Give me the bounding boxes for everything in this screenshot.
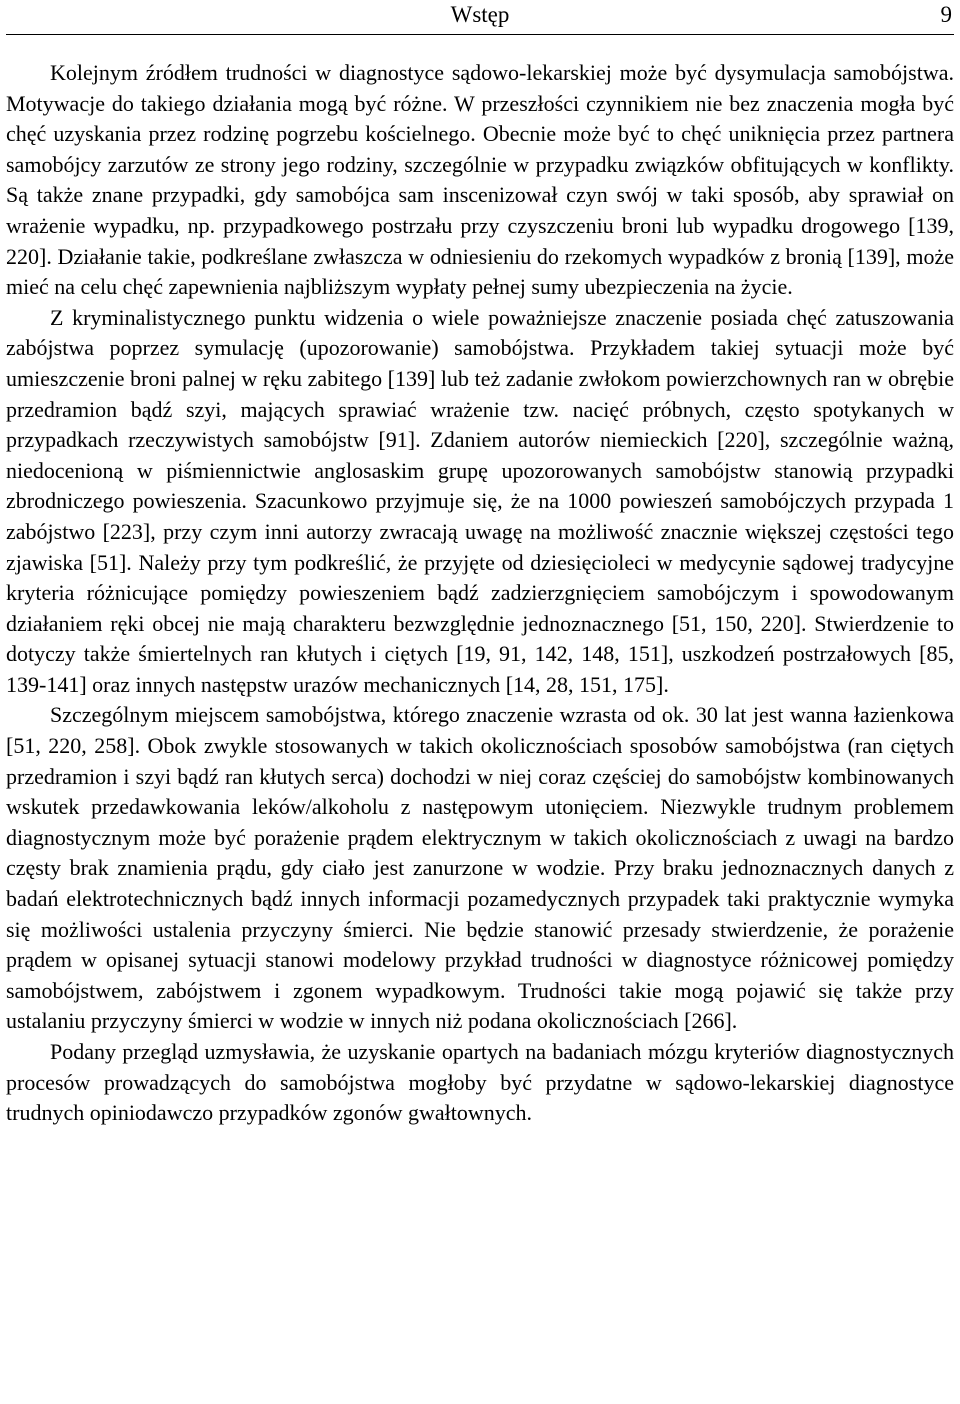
paragraph: Podany przegląd uzmysławia, że uzyskanie opartych na badaniach mózgu kryteriów diagnostycznych procesów prowadzących do samobójstwa mogłoby być przydatne w sądowo-lekarskiej diagnostyce trudnych opiniodawczo przypadków zgonów gwałtownych. (6, 1039, 954, 1126)
page-header (6, 0, 954, 35)
paragraph: Kolejnym źródłem trudności w diagnostyce sądowo-lekarskiej może być dysymulacja samobójstwa. Motywacje do takiego działania mogą być różne. W przeszłości czynnikiem nie bez znaczenia mogła być chęć uzyskania przez rodzinę pogrzebu kościelnego. Obecnie może być to chęć uniknięcia przez partnera samobójcy zarzutów ze strony jego rodziny, szczególnie w przypadku związków obfitujących w konflikty. Są także znane przypadki, gdy samobójca sam inscenizował czyn swój w taki sposób, aby sprawiał on wrażenie wypadku, np. przypadkowego postrzału przy czyszczeniu broni lub wypadku drogowego [139, 220]. Działanie takie, podkreślane zwłaszcza w odniesieniu do rzekomych wypadków z bronią [139], może mieć na celu chęć zapewnienia najbliższym wypłaty pełnej sumy ubezpieczenia na życie. (6, 60, 954, 300)
paragraph: Z kryminalistycznego punktu widzenia o wiele poważniejsze znaczenie posiada chęć zatuszowania zabójstwa poprzez symulację (upozorowanie) samobójstwa. Przykładem takiej sytuacji może być umieszczenie broni palnej w ręku zabitego [139] lub też zadanie zwłokom powierzchownych ran w obrębie przedramion bądź szyi, mających sprawiać wrażenie tzw. nacięć próbnych, często spotykanych w przypadkach rzeczywistych samobójstw [91]. Zdaniem autorów niemieckich [220], szczególnie ważną, niedocenioną w piśmiennictwie anglosaskim grupę upozorowanych samobójstw stanowią przypadki zbrodniczego powieszenia. Szacunkowo przyjmuje się, że na 1000 powieszeń samobójczych przypada 1 zabójstwo [223], przy czym inni autorzy zwracają uwagę na możliwość znacznie większej częstości tego zjawiska [51]. Należy przy tym podkreślić, że przyjęte od dziesięcioleci w medycynie sądowej tradycyjne kryteria różnicujące pomiędzy powieszeniem bądź zadzierzgnięciem samobójczym i spowodowanym działaniem ręki obcej nie mają charakteru bezwzględnie jednoznacznego [51, 150, 220]. Stwierdzenie to dotyczy także śmiertelnych ran kłutych i ciętych [19, 91, 142, 148, 151], uszkodzeń postrzałowych [85, 139-141] oraz innych następstw urazów mechanicznych [14, 28, 151, 175]. (6, 304, 954, 697)
page-number: 9 (940, 2, 952, 27)
paragraph: Szczególnym miejscem samobójstwa, którego znaczenie wzrasta od ok. 30 lat jest wanna łazienkowa [51, 220, 258]. Obok zwykle stosowanych w takich okolicznościach sposobów samobójstwa (ran ciętych przedramion i szyi bądź ran kłutych serca) dochodzi w niej coraz częściej do samobójstw kombinowanych wskutek przedawkowania leków/alkoholu z następowym utonięciem. Niezwykle trudnym problemem diagnostycznym może być porażenie prądem elektrycznym w takich okolicznościach z uwagi na bardzo częsty brak znamienia prądu, gdy ciało jest zanurzone w wodzie. Przy braku jednoznacznych danych z badań elektrotechnicznych bądź innych informacji pozamedycznych przypadek taki praktycznie wymyka się możliwości ustalenia przyczyny śmierci. Nie będzie stanowić przesady stwierdzenie, że porażenie prądem w opisanej sytuacji stanowi modelowy przykład trudności w diagnostyce różnicowej pomiędzy samobójstwem, zabójstwem i zgonem wypadkowym. Trudności takie mogą pojawić się także przy ustalaniu przyczyny śmierci w wodzie w innych niż podana okolicznościach [266]. (6, 702, 954, 1034)
page-body (6, 58, 954, 1129)
running-title: Wstęp (450, 2, 510, 27)
